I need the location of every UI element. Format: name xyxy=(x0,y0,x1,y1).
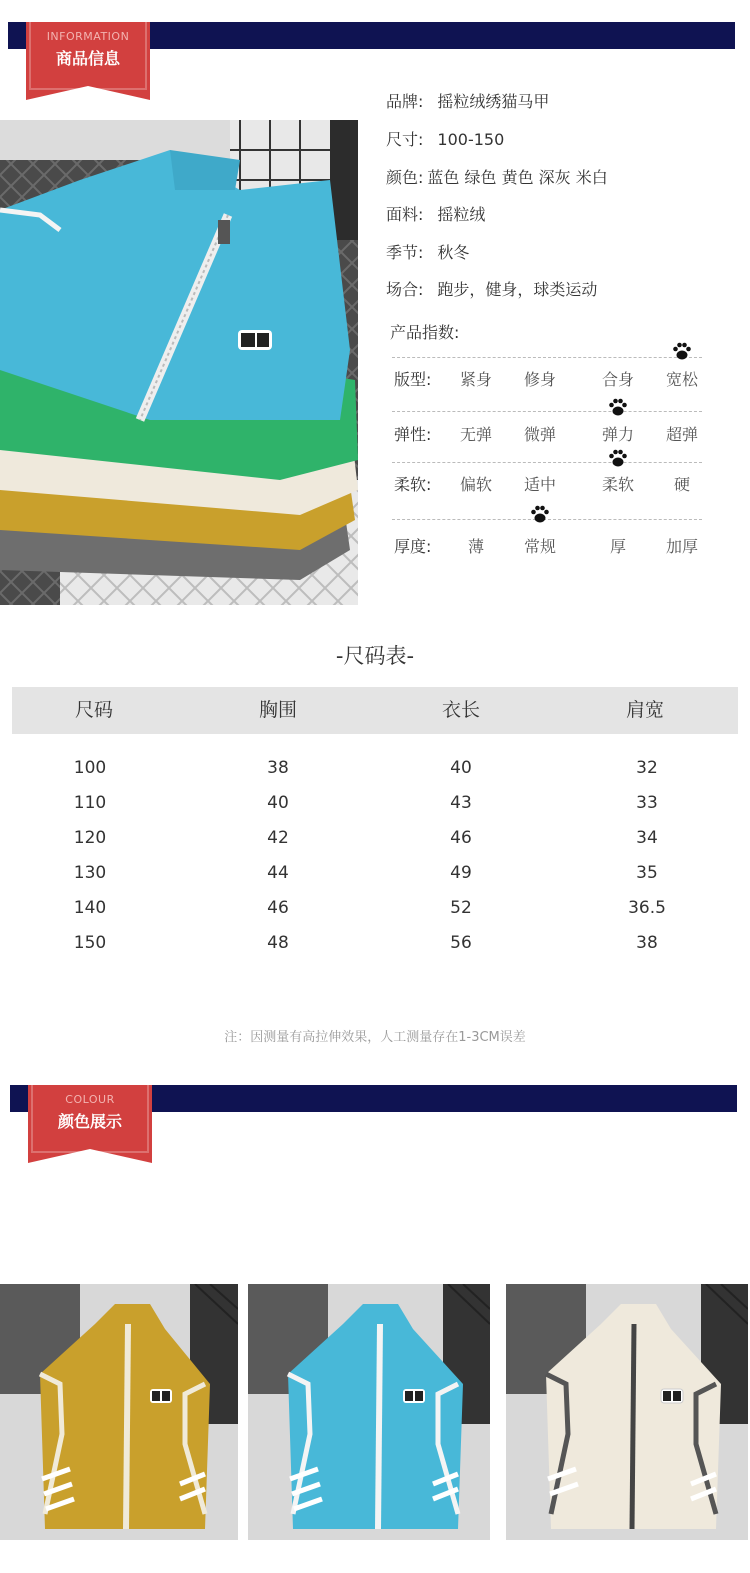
paw-marker-icon xyxy=(607,396,629,418)
size-cell-value: 52 xyxy=(450,898,472,918)
size-cell-value: 40 xyxy=(267,793,289,813)
size-cell-size: 100 xyxy=(73,758,107,778)
info-season xyxy=(386,240,469,263)
size-cell-size: 130 xyxy=(73,863,107,883)
index-row-label: 版型: xyxy=(394,370,432,389)
season-value: 秋冬 xyxy=(437,243,470,262)
brand-key: 品牌: xyxy=(386,92,424,111)
index-option: 适中 xyxy=(523,475,556,494)
index-divider xyxy=(392,462,702,463)
section-cn-label: 颜色展示 xyxy=(57,1112,122,1131)
size-cell-value: 43 xyxy=(450,793,472,813)
info-size xyxy=(386,127,504,150)
size-cell-value: 33 xyxy=(636,793,658,813)
season-key: 季节: xyxy=(386,243,424,262)
header-length: 衣长 xyxy=(441,699,480,721)
stacked-vests-photo xyxy=(0,120,358,605)
info-color xyxy=(386,165,608,188)
index-option: 常规 xyxy=(523,537,556,556)
index-option: 紧身 xyxy=(459,370,492,389)
index-option: 无弹 xyxy=(459,425,492,444)
index-row-label: 弹性: xyxy=(394,425,432,444)
header-shoulder: 肩宽 xyxy=(625,699,664,721)
brand-value: 摇粒绒绣猫马甲 xyxy=(437,92,550,111)
size-table-header xyxy=(12,687,738,734)
section-cn-label: 商品信息 xyxy=(55,49,120,68)
index-option: 微弹 xyxy=(523,425,556,444)
size-cell-value: 56 xyxy=(450,933,472,953)
size-cell-value: 35 xyxy=(636,863,658,883)
fabric-value: 摇粒绒 xyxy=(437,205,486,224)
index-option: 合身 xyxy=(601,370,634,389)
size-cell-value: 34 xyxy=(636,828,658,848)
size-cell-size: 150 xyxy=(73,933,107,953)
index-option: 薄 xyxy=(467,537,484,556)
index-option: 偏软 xyxy=(459,475,492,494)
section-ribbon-colour xyxy=(28,1085,152,1161)
size-cell-value: 49 xyxy=(450,863,472,883)
color-value: 蓝色 绿色 黄色 深灰 米白 xyxy=(427,168,608,187)
size-cell-value: 40 xyxy=(450,758,472,778)
index-row-label: 柔软: xyxy=(394,475,432,494)
size-cell-value: 38 xyxy=(636,933,658,953)
header-chest: 胸围 xyxy=(258,699,297,721)
size-cell-value: 32 xyxy=(636,758,658,778)
vest-photo-blue xyxy=(248,1284,490,1540)
header-size: 尺码 xyxy=(74,699,113,721)
info-fabric xyxy=(386,202,485,225)
index-option: 修身 xyxy=(523,370,556,389)
size-cell-value: 46 xyxy=(267,898,289,918)
info-brand xyxy=(386,89,549,112)
index-divider xyxy=(392,357,702,358)
size-cell-value: 46 xyxy=(450,828,472,848)
index-row-label: 厚度: xyxy=(394,537,432,556)
size-cell-size: 140 xyxy=(73,898,107,918)
section-ribbon-info xyxy=(26,22,150,98)
paw-marker-icon xyxy=(607,447,629,469)
index-option: 宽松 xyxy=(665,370,698,389)
size-cell-value: 48 xyxy=(267,933,289,953)
size-cell-value: 38 xyxy=(267,758,289,778)
size-chart-title: -尺码表- xyxy=(335,644,415,668)
vest-photo-yellow xyxy=(0,1284,238,1540)
index-divider xyxy=(392,411,702,412)
fabric-key: 面料: xyxy=(386,205,424,224)
size-cell-size: 110 xyxy=(73,793,107,813)
size-value: 100-150 xyxy=(437,130,505,149)
index-option: 柔软 xyxy=(601,475,634,494)
paw-marker-icon xyxy=(529,503,551,525)
index-option: 超弹 xyxy=(665,425,698,444)
section-en-label: INFORMATION xyxy=(46,30,130,43)
index-option: 弹力 xyxy=(601,425,634,444)
size-cell-value: 42 xyxy=(267,828,289,848)
vest-photo-white xyxy=(506,1284,748,1540)
section-en-label: COLOUR xyxy=(65,1093,115,1106)
measurement-note: 注：因测量有高拉伸效果，人工测量存在1-3CM误差 xyxy=(224,1030,526,1045)
size-cell-value: 44 xyxy=(267,863,289,883)
paw-marker-icon xyxy=(671,340,693,362)
occasion-value: 跑步，健身，球类运动 xyxy=(437,280,598,299)
size-cell-size: 120 xyxy=(73,828,107,848)
color-key: 颜色: xyxy=(386,168,424,187)
index-option: 厚 xyxy=(609,537,626,556)
occasion-key: 场合: xyxy=(386,280,424,299)
index-title: 产品指数: xyxy=(390,323,460,342)
info-occasion xyxy=(386,277,597,300)
size-key: 尺寸: xyxy=(386,130,424,149)
index-option: 加厚 xyxy=(665,537,698,556)
index-option: 硬 xyxy=(673,475,690,494)
size-cell-value: 36.5 xyxy=(628,898,666,918)
